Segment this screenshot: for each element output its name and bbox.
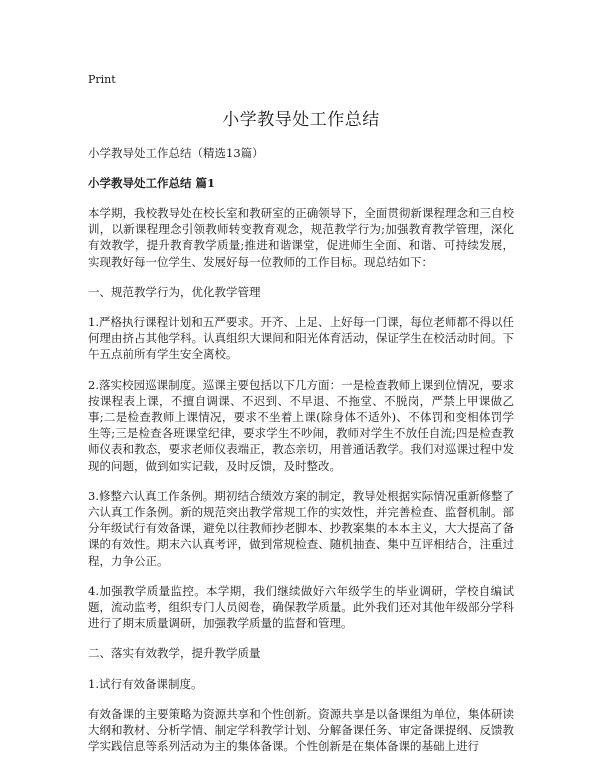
- heading-part-one: 一、规范教学行为，优化教学管理: [88, 284, 261, 299]
- paragraph-item-2: 2.落实校园巡课制度。巡课主要包括以下几方面：一是检查教师上课到位情况，要求按课程表上课，不擅自调课、不迟到、不早退、不拖堂、不脱岗，严禁上甲课做乙事;二是检查教师上课情况，要求不坐着上课(除身体不适外)、不体罚和变相体罚学生等;三是检查各班课堂纪律，要求学生不吵闹，教师对学生不放任自流;四是检查教师仪表和教态，要求老师仪表端正，教态亲切，用普通话教学。我们对巡课过程中发现的问题，做到如实记载，及时反馈，及时整改。: [88, 377, 514, 473]
- print-link[interactable]: Print: [88, 73, 116, 86]
- paragraph-effective-prep: 有效备课的主要策略为资源共享和个性创新。资源共享是以备课组为单位，集体研读大纲和教材、分析学情、制定学科教学计划、分解备课任务、审定备课提纲、反馈教学实践信息等系列活动为主的集体备课。个性创新是在集体备课的基础上进行: [88, 706, 514, 754]
- paragraph-item-1: 1.严格执行课程计划和五严要求。开齐、上足、上好每一门课，每位老师都不得以任何理由挤占其他学科。认真组织大课间和阳光体育活动，保证学生在校活动时间。下午五点前所有学生安全离校。: [88, 315, 514, 362]
- subheading-effective-prep: 1.试行有效备课制度。: [88, 676, 203, 691]
- heading-part-two: 二、落实有效教学，提升教学质量: [88, 646, 261, 661]
- intro-paragraph: 本学期，我校教导处在校长室和教研室的正确领导下，全面贯彻新课程理念和三自校训，以新课程理念引领教师转变教育观念，规范教学行为;加强教育教学管理，深化有效教学，提升教育教学质量;推进和谐课堂，促进师生全面、和谐、可持续发展，实现教好每一位学生、发展好每一位教师的工作目标。现总结如下：: [88, 206, 514, 269]
- document-page: [88, 68, 514, 754]
- section-heading: 小学教导处工作总结 篇1: [88, 176, 216, 190]
- paragraph-item-3: 3.修整六认真工作条例。期初结合绩效方案的制定，教导处根据实际情况重新修整了六认真工作条例。新的规范突出教学常规工作的实效性，并完善检查、监督机制。部分年级试行有效备课，避免以往教师抄老脚本、抄教案集的本本主义，大大提高了备课的有效性。期末六认真考评，做到常规检查、随机抽查、集中互评相结合，注重过程，力争公正。: [88, 488, 514, 568]
- document-title: 小学教导处工作总结: [222, 110, 380, 130]
- document-subtitle: 小学教导处工作总结（精选13篇）: [88, 146, 264, 160]
- paragraph-item-4: 4.加强教学质量监控。本学期，我们继续做好六年级学生的毕业调研，学校自编试题，流动监考，组织专门人员阅卷，确保教学质量。此外我们还对其他年级部分学科进行了期末质量调研，加强教学质量的监督和管理。: [88, 583, 514, 631]
